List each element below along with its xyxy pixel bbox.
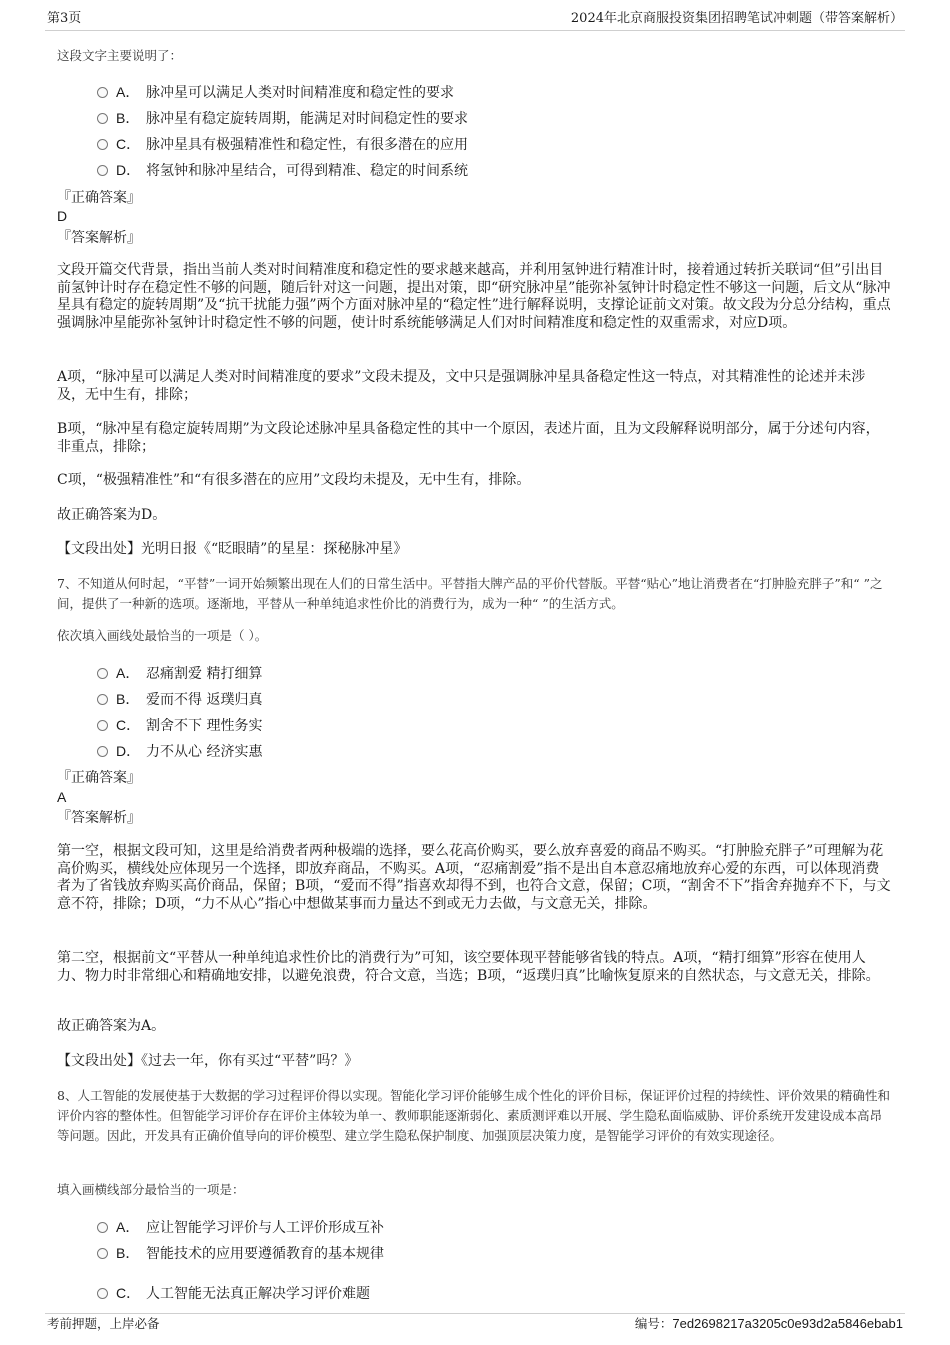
radio-icon[interactable] (97, 668, 108, 679)
radio-icon[interactable] (97, 1222, 108, 1233)
radio-icon[interactable] (97, 165, 108, 176)
radio-icon[interactable] (97, 87, 108, 98)
radio-icon[interactable] (97, 1288, 108, 1299)
q6-option-a[interactable]: A． 脉冲星可以满足人类对时间精准度和稳定性的要求 (97, 81, 454, 103)
q6-answer: D (57, 208, 68, 224)
document-code (635, 1314, 903, 1334)
radio-icon[interactable] (97, 1248, 108, 1259)
q7-option-c[interactable]: C． 割舍不下 理性务实 (97, 714, 262, 736)
q7-option-b[interactable]: B． 爱而不得 返璞归真 (97, 688, 262, 710)
q6-analysis-p4: C项，“极强精准性”和“有很多潜在的应用”文段均未提及，无中生有，排除。 (57, 472, 531, 488)
q7-option-d[interactable]: D． 力不从心 经济实惠 (97, 740, 262, 762)
q8-stem: 8、人工智能的发展使基于大数据的学习过程评价得以实现。智能化学习评价能够生成个性化的评价目标，保证评价过程的持续性、评价效果的精确性和评价内容的整体性。但智能学习评价存在评价主体较为单一、教师职能逐渐弱化、素质测评难以开展、学生隐私面临威胁、评价系统开发建设成本高昂等问题。因此，开发具有正确价值导向的评价模型、建立学生隐私保护制度、加强顶层决策力度，是智能学习评价的有效实现途径。 (57, 1088, 890, 1143)
page-header (45, 8, 905, 31)
radio-icon[interactable] (97, 113, 108, 124)
q8-option-c[interactable]: C． 人工智能无法真正解决学习评价难题 (97, 1282, 370, 1304)
q6-analysis-p2: A项，“脉冲星可以满足人类对时间精准度的要求”文段未提及，文中只是强调脉冲星具备稳定性这一特点，对其精准性的论述并未涉及，无中生有，排除； (57, 369, 866, 403)
radio-icon[interactable] (97, 746, 108, 757)
radio-icon[interactable] (97, 694, 108, 705)
q8-option-a[interactable]: A． 应让智能学习评价与人工评价形成互补 (97, 1216, 384, 1238)
q7-option-a[interactable]: A． 忍痛割爱 精打细算 (97, 662, 262, 684)
q7-answer: A (57, 789, 67, 805)
radio-icon[interactable] (97, 139, 108, 150)
code-label: 编号： (634, 1316, 673, 1331)
q7-source: 【文段出处】《过去一年，你有买过“平替”吗？》 (57, 1053, 359, 1069)
page-number: 第3页 (47, 11, 82, 26)
q8-prompt: 填入画横线部分最恰当的一项是： (57, 1182, 245, 1197)
footer-slogan: 考前押题，上岸必备 (47, 1316, 160, 1331)
q6-answer-label: 『正确答案』 (57, 190, 141, 206)
q7-prompt: 依次填入画线处最恰当的一项是（ ）。 (57, 628, 268, 643)
q6-option-d[interactable]: D． 将氢钟和脉冲星结合，可得到精准、稳定的时间系统 (97, 159, 468, 181)
q6-analysis-p1: 文段开篇交代背景，指出当前人类对时间精准度和稳定性的要求越来越高，并利用氢钟进行精准计时，接着通过转折关联词“但”引出目前氢钟计时存在稳定性不够的问题，随后针对这一问题，提出对策，即“研究脉冲星”能弥补氢钟计时稳定性不够这一问题，后文从“脉冲星具有稳定的旋转周期”及“抗干扰能力强”两个方面对脉冲星的“稳定性”进行解释说明，支撑论证前文对策。故文段为分总分结构，重点强调脉冲星能弥补氢钟计时稳定性不够的问题，使计时系统能够满足人们对时间精准度和稳定性的双重需求，对应D项。 (57, 262, 891, 331)
q6-option-c[interactable]: C． 脉冲星具有极强精准性和稳定性，有很多潜在的应用 (97, 133, 468, 155)
q7-stem: 7、不知道从何时起，“平替”一词开始频繁出现在人们的日常生活中。平替指大牌产品的平价代替版。平替“贴心”地让消费者在“打肿脸充胖子”和“ ”之间，提供了一种新的选项。逐渐地，平替从一种单纯追求性价比的消费行为，成为一种“ ”的生活方式。 (57, 576, 883, 611)
page-footer (45, 1313, 905, 1334)
q6-stem-tail: 这段文字主要说明了： (57, 48, 183, 63)
document-title: 2024年北京商服投资集团招聘笔试冲刺题（带答案解析） (570, 11, 903, 26)
q6-analysis-label: 『答案解析』 (57, 230, 141, 246)
code-value: 7ed2698217a3205c0e93d2a5846ebab1 (672, 1316, 903, 1331)
q6-analysis-p5: 故正确答案为D。 (57, 507, 167, 523)
q7-analysis-label: 『答案解析』 (57, 810, 141, 826)
q6-analysis-p3: B项，“脉冲星有稳定旋转周期”为文段论述脉冲星具备稳定性的其中一个原因，表述片面，且为文段解释说明部分，属于分述句内容，非重点，排除； (57, 421, 880, 455)
q7-analysis-p1: 第一空，根据文段可知，这里是给消费者两种极端的选择，要么花高价购买，要么放弃喜爱的商品不购买。“打肿脸充胖子”可理解为花高价购买，横线处应体现另一个选择，即放弃商品，不购买。A项，“忍痛割爱”指不是出自本意忍痛地放弃心爱的东西，可以体现消费者为了省钱放弃购买高价商品，保留；B项，“爱而不得”指喜欢却得不到，也符合文意，保留；C项，“割舍不下”指舍弃抛弃不下，与文意不符，排除；D项，“力不从心”指心中想做某事而力量达不到或无力去做，与文意无关，排除。 (57, 843, 891, 912)
q7-answer-label: 『正确答案』 (57, 770, 141, 786)
q6-source: 【文段出处】光明日报《“眨眼睛”的星星：探秘脉冲星》 (57, 541, 408, 557)
q7-analysis-p3: 故正确答案为A。 (57, 1018, 166, 1034)
q7-analysis-p2: 第二空，根据前文“平替从一种单纯追求性价比的消费行为”可知，该空要体现平替能够省钱的特点。A项，“精打细算”形容在使用人力、物力时非常细心和精确地安排，以避免浪费，符合文意，当选；B项，“返璞归真”比喻恢复原来的自然状态，与文意无关，排除。 (57, 950, 880, 984)
q8-option-b[interactable]: B． 智能技术的应用要遵循教育的基本规律 (97, 1242, 384, 1264)
radio-icon[interactable] (97, 720, 108, 731)
q6-option-b[interactable]: B． 脉冲星有稳定旋转周期，能满足对时间稳定性的要求 (97, 107, 468, 129)
